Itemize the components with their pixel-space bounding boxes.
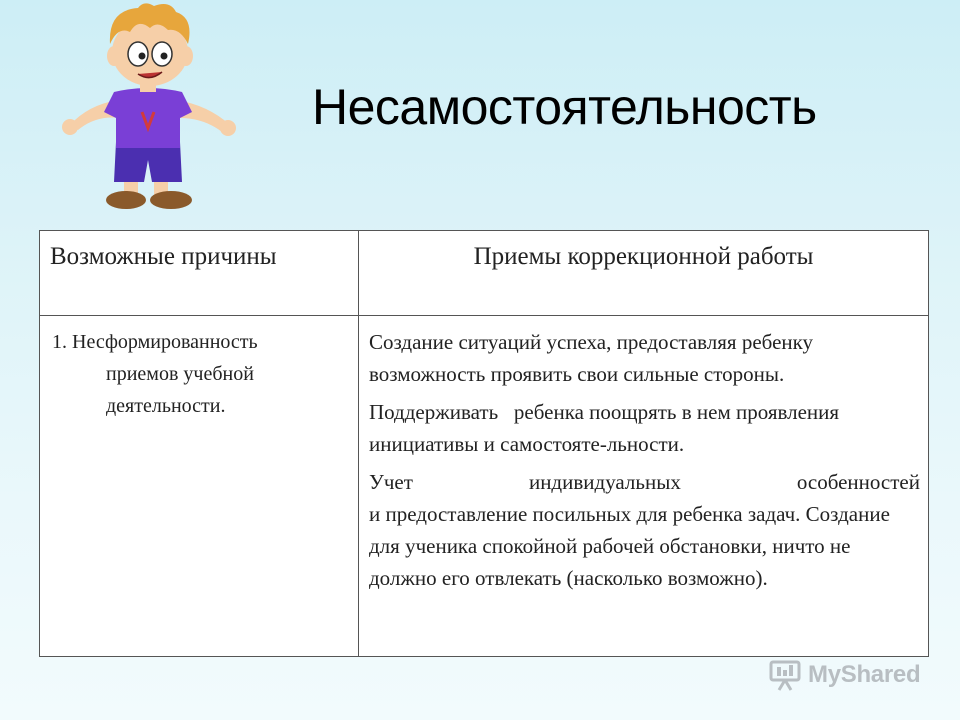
boy-cartoon-illustration [58,0,238,215]
header-possible-causes: Возможные причины [40,231,359,316]
cause-line-2: приемов учебной [106,363,254,385]
method-paragraph-3 [369,466,920,594]
page-title: Несамостоятельность [312,79,817,135]
method-paragraph-1: Создание ситуаций успеха, предоставляя ребенку возможность проявить свои сильные стороны. [369,330,814,386]
method-paragraph-3-line-1: Учет индивидуальных особенностей [369,470,920,494]
methods-cell [359,316,929,657]
watermark-brand-text: MyShared [808,661,921,688]
header-correction-methods: Приемы коррекционной работы [359,231,929,316]
cause-line-3: деятельности. [106,395,226,417]
cause-cell [40,316,359,657]
method-paragraph-2: Поддерживать ребенка поощрять в нем проявления инициативы и самостояте-льности. [369,400,845,456]
method-paragraph-3-rest: и предоставление посильных для ребенка задач. Создание для ученика спокойной рабочей обстановки, ничто не должно его отвлекать (насколько возможно). [369,502,890,590]
cause-line-1: 1. Несформированность [52,331,258,353]
table-row [40,316,929,657]
table-header-row [40,231,929,316]
myshared-watermark [768,658,920,692]
causes-methods-table [39,230,929,657]
presentation-icon [768,659,802,691]
